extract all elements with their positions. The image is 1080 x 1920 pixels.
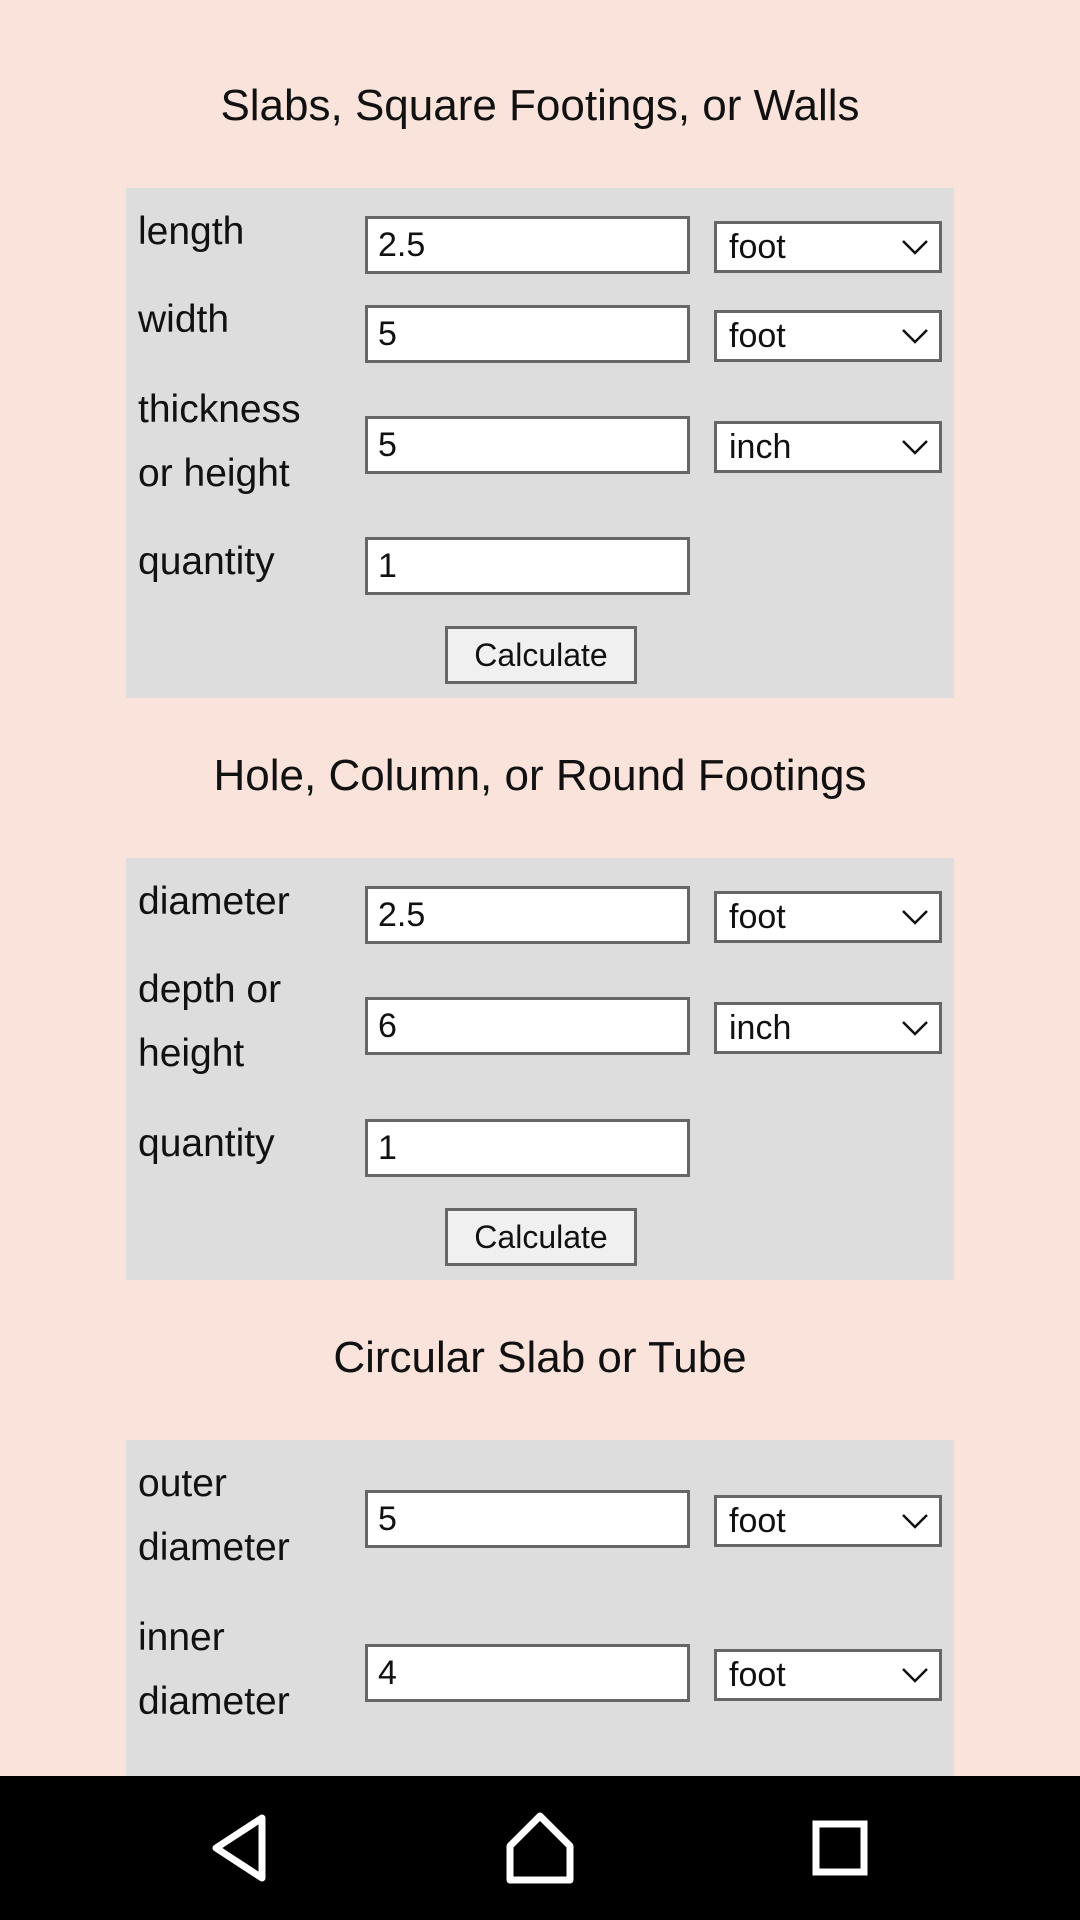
section-title-round-footings: Hole, Column, or Round Footings [213,751,867,800]
thickness-row [126,378,954,508]
section-title-circular-slab: Circular Slab or Tube [333,1333,747,1382]
inner-diameter-unit-value: foot [729,1656,786,1694]
circular-slab-panel [126,1440,954,1776]
width-label: width [138,298,230,341]
outer-diameter-unit-value: foot [729,1502,786,1540]
chevron-down-icon [901,325,929,347]
diameter-unit-value: foot [729,898,786,936]
width-input[interactable] [365,305,690,363]
inner-diameter-input[interactable] [365,1644,690,1702]
depth-unit-select[interactable] [714,1002,942,1054]
depth-input[interactable] [365,997,690,1055]
chevron-down-icon [901,436,929,458]
length-unit-value: foot [729,228,786,266]
thickness-label-line2: or height [138,452,290,495]
length-row [126,200,954,264]
quantity-row [126,530,954,594]
chevron-down-icon [901,1510,929,1532]
thickness-label-line1: thickness [138,388,301,431]
outer-diameter-label-line2: diameter [138,1526,290,1569]
length-input[interactable] [365,216,690,274]
chevron-down-icon [901,1017,929,1039]
inner-diameter-unit-select[interactable] [714,1649,942,1701]
diameter-row [126,870,954,934]
thickness-unit-value: inch [729,428,792,466]
length-label: length [138,210,245,253]
thickness-input[interactable] [365,416,690,474]
diameter-label: diameter [138,880,290,923]
calculate-button[interactable]: Calculate [445,626,637,684]
quantity-input[interactable] [365,1119,690,1177]
depth-label-line1: depth or [138,968,282,1011]
inner-diameter-row [126,1606,954,1736]
outer-diameter-input[interactable] [365,1490,690,1548]
back-icon[interactable] [200,1808,280,1888]
quantity-input[interactable] [365,537,690,595]
outer-diameter-unit-select[interactable] [714,1495,942,1547]
round-footings-panel [126,858,954,1280]
depth-row [126,958,954,1088]
inner-diameter-label-line1: inner [138,1616,225,1659]
chevron-down-icon [901,1664,929,1686]
quantity-label: quantity [138,540,275,583]
recents-icon[interactable] [800,1808,880,1888]
depth-unit-value: inch [729,1009,792,1047]
chevron-down-icon [901,906,929,928]
diameter-unit-select[interactable] [714,891,942,943]
inner-diameter-label-line2: diameter [138,1680,290,1723]
slabs-panel [126,188,954,698]
outer-diameter-label-line1: outer [138,1462,227,1505]
width-unit-select[interactable] [714,310,942,362]
section-title-slabs: Slabs, Square Footings, or Walls [220,81,860,130]
outer-diameter-row [126,1452,954,1582]
calculate-button[interactable]: Calculate [445,1208,637,1266]
home-icon[interactable] [500,1808,580,1888]
chevron-down-icon [901,236,929,258]
depth-label-line2: height [138,1032,245,1075]
thickness-unit-select[interactable] [714,421,942,473]
width-unit-value: foot [729,317,786,355]
length-unit-select[interactable] [714,221,942,273]
quantity-row [126,1112,954,1176]
diameter-input[interactable] [365,886,690,944]
navigation-bar [0,1776,1080,1920]
quantity-label: quantity [138,1122,275,1165]
width-row [126,288,954,355]
